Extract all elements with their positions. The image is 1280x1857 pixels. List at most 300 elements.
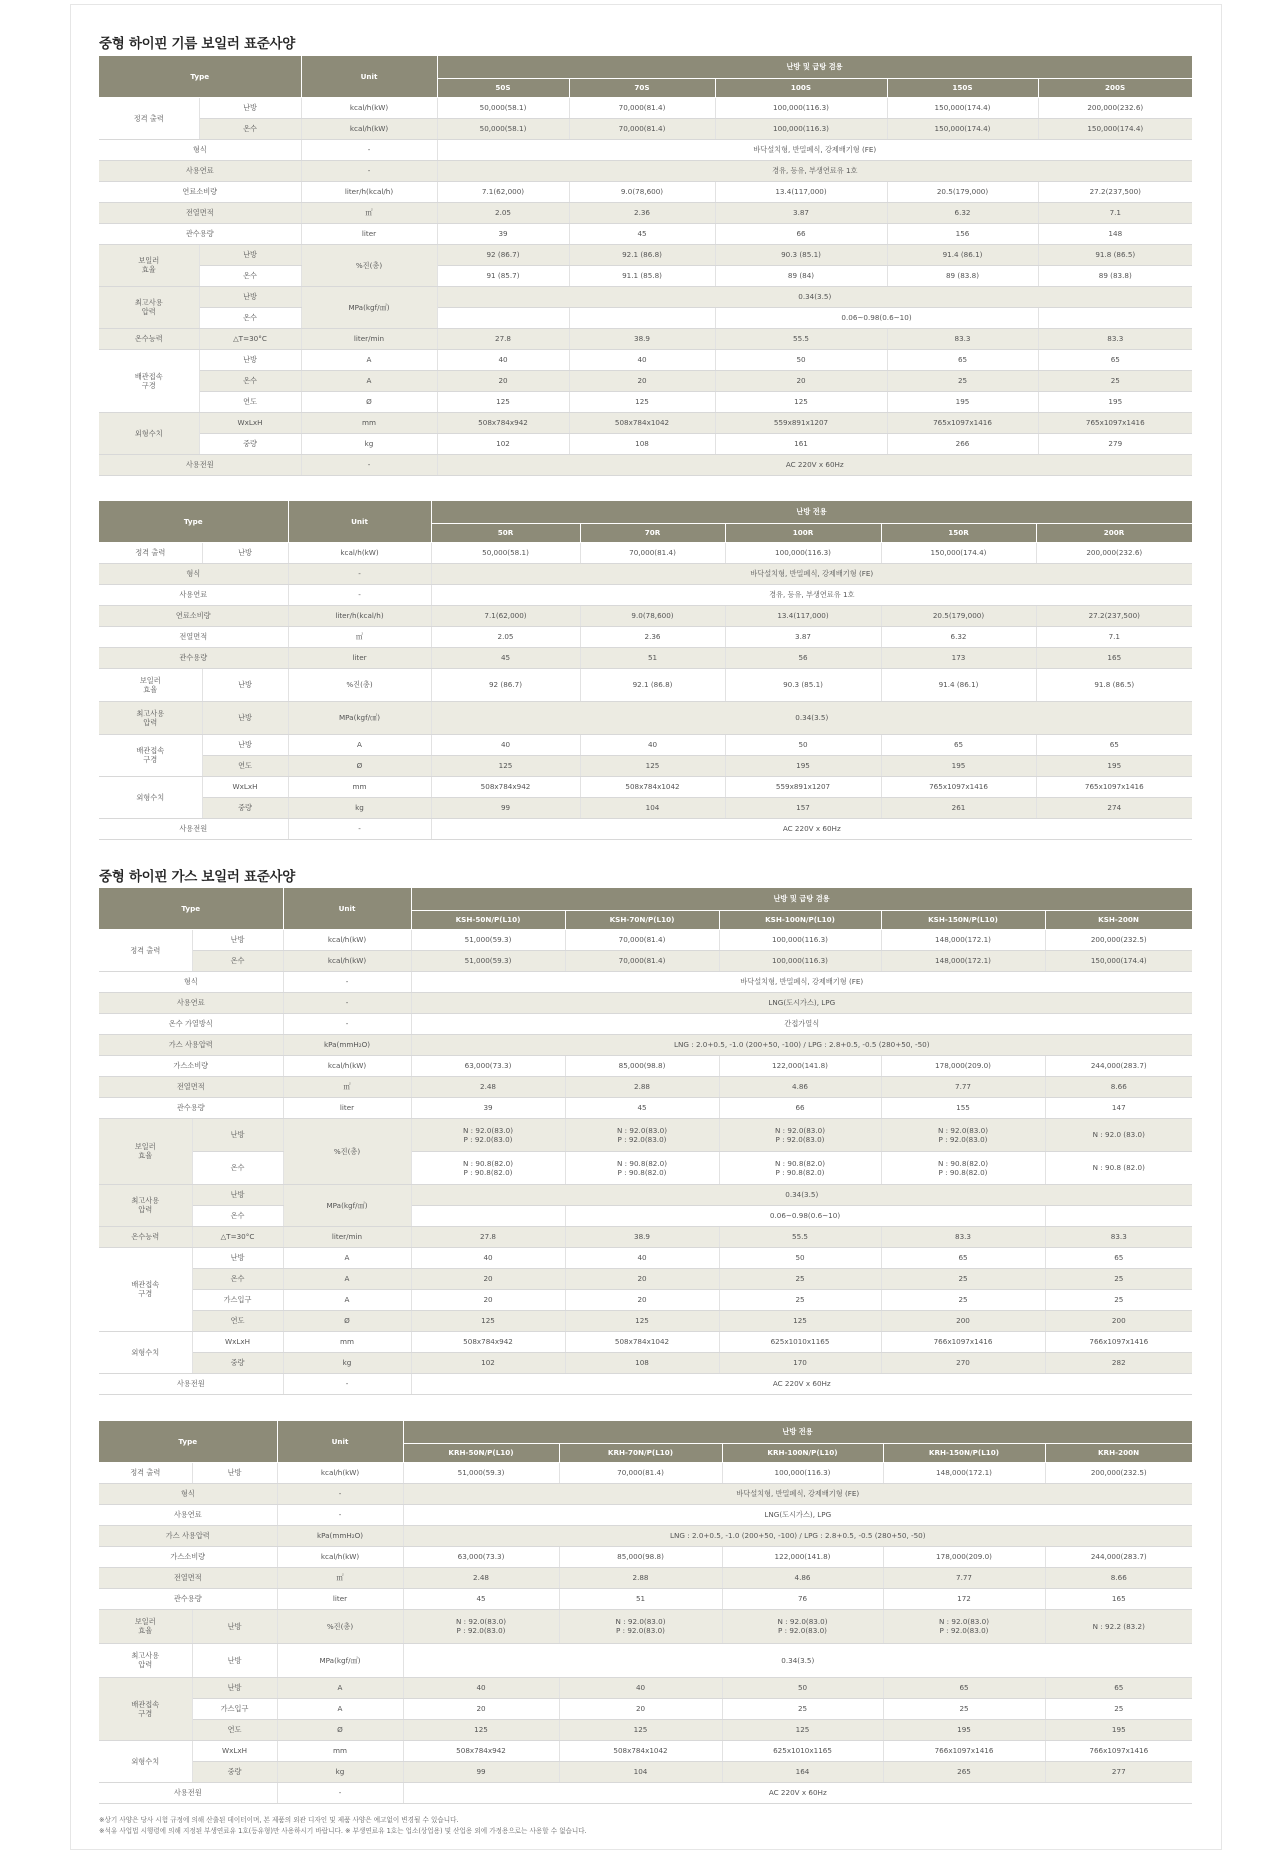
- value-cell: 0.06~0.98(0.6~10): [715, 307, 1038, 328]
- cell-line: 최고사용: [134, 298, 163, 307]
- row-sublabel: 난방: [192, 1643, 277, 1677]
- value-cell: 200: [881, 1310, 1045, 1331]
- value-cell: 65: [883, 1677, 1045, 1698]
- unit-cell: ㎡: [288, 626, 431, 647]
- unit-cell: MPa(kgf/㎠): [301, 286, 437, 328]
- cell-line: 구경: [143, 755, 158, 764]
- value-cell: 25: [1045, 1289, 1192, 1310]
- value-cell: 766x1097x1416: [1045, 1331, 1192, 1352]
- value-cell: 508x784x1042: [559, 1740, 722, 1761]
- row-sublabel: △T=30°C: [199, 328, 301, 349]
- value-cell: [883, 1609, 1045, 1643]
- value-cell: 20: [411, 1268, 565, 1289]
- cell-line: N : 92.0(83.0): [617, 1125, 667, 1135]
- value-cell: 65: [881, 734, 1036, 755]
- value-cell: 89 (83.8): [1038, 265, 1192, 286]
- value-cell: 85,000(98.8): [559, 1546, 722, 1567]
- unit-header: Unit: [277, 1421, 403, 1462]
- row-sublabel: 중량: [199, 433, 301, 454]
- value-cell: 104: [580, 797, 725, 818]
- value-cell: 85,000(98.8): [565, 1055, 719, 1076]
- value-cell: 7.77: [881, 1076, 1045, 1097]
- value-cell: 65: [1045, 1677, 1192, 1698]
- unit-cell: mm: [288, 776, 431, 797]
- cell-line: P : 90.8(82.0): [775, 1167, 825, 1177]
- unit-header: Unit: [288, 501, 431, 542]
- value-cell: 150,000(174.4): [881, 542, 1036, 563]
- value-cell: 99: [403, 1761, 559, 1782]
- row-label: 사용연료: [99, 1504, 277, 1525]
- unit-cell: A: [283, 1289, 411, 1310]
- cell-line: 배관접속: [134, 371, 163, 381]
- oil-section-title: 중형 하이핀 기름 보일러 표준사양: [99, 36, 295, 52]
- cell-line: 배관접속: [131, 1280, 160, 1289]
- value-cell: [411, 1151, 565, 1184]
- model-header: 100R: [725, 523, 881, 542]
- model-header: 50R: [431, 523, 580, 542]
- value-cell: 20: [565, 1268, 719, 1289]
- unit-cell: ㎡: [283, 1076, 411, 1097]
- row-sublabel: WxLxH: [192, 1740, 277, 1761]
- value-cell: 경유, 등유, 부생연료유 1호: [437, 160, 1192, 181]
- cell-line: P : 92.0(83.0): [463, 1134, 513, 1144]
- value-cell: 148,000(172.1): [883, 1462, 1045, 1483]
- value-cell: 157: [725, 797, 881, 818]
- value-cell: 91.8 (86.5): [1036, 668, 1192, 701]
- model-header: KRH-70N/P(L10): [559, 1443, 722, 1462]
- unit-cell: kcal/h(kW): [283, 929, 411, 950]
- value-cell: 25: [881, 1268, 1045, 1289]
- cell-line: P : 90.8(82.0): [463, 1167, 513, 1177]
- unit-cell: mm: [301, 412, 437, 433]
- value-cell: 경유, 등유, 부생연료유 1호: [431, 584, 1192, 605]
- value-cell: 2.05: [437, 202, 569, 223]
- model-header: KSH-70N/P(L10): [565, 910, 719, 929]
- value-cell: 200,000(232.6): [1038, 97, 1192, 118]
- value-cell: 125: [437, 391, 569, 412]
- value-cell: 766x1097x1416: [1045, 1740, 1192, 1761]
- value-cell: [565, 1118, 719, 1151]
- cell-line: 효율: [141, 265, 156, 274]
- value-cell: N : 92.0 (83.0): [1045, 1118, 1192, 1151]
- row-sublabel: 난방: [192, 1462, 277, 1483]
- row-sublabel: 난방: [199, 97, 301, 118]
- value-cell: 63,000(73.3): [411, 1055, 565, 1076]
- value-cell: 45: [569, 223, 715, 244]
- row-label: 관수용량: [99, 647, 288, 668]
- gas-combo-spec-table: [99, 888, 1193, 1395]
- value-cell: 150,000(174.4): [1045, 950, 1192, 971]
- cell-line: 구경: [138, 1708, 153, 1718]
- row-sublabel: 중량: [202, 797, 288, 818]
- row-sublabel: 난방: [192, 1118, 283, 1151]
- value-cell: LNG(도시가스), LPG: [403, 1504, 1192, 1525]
- value-cell: 170: [719, 1352, 881, 1373]
- value-cell: 161: [715, 433, 887, 454]
- value-cell: 0.34(3.5): [437, 286, 1192, 307]
- value-cell: 559x891x1207: [715, 412, 887, 433]
- value-cell: 274: [1036, 797, 1192, 818]
- row-sublabel: 난방: [202, 542, 288, 563]
- value-cell: 2.05: [431, 626, 580, 647]
- value-cell: 195: [887, 391, 1038, 412]
- row-label: 관수용량: [99, 223, 301, 244]
- row-sublabel: 온수: [199, 265, 301, 286]
- row-label: 사용전원: [99, 1782, 277, 1803]
- value-cell: 277: [1045, 1761, 1192, 1782]
- unit-cell: -: [301, 139, 437, 160]
- unit-cell: kg: [288, 797, 431, 818]
- row-label: 정격 출력: [99, 929, 192, 971]
- cell-line: N : 92.0(83.0): [775, 1125, 825, 1135]
- value-cell: 20: [565, 1289, 719, 1310]
- value-cell: [719, 1151, 881, 1184]
- value-cell: 150,000(174.4): [1038, 118, 1192, 139]
- value-cell: [569, 307, 715, 328]
- value-cell: 25: [883, 1698, 1045, 1719]
- value-cell: 8.66: [1045, 1567, 1192, 1588]
- model-header: 200S: [1038, 78, 1192, 97]
- row-sublabel: 난방: [202, 701, 288, 734]
- value-cell: 765x1097x1416: [887, 412, 1038, 433]
- value-cell: 172: [883, 1588, 1045, 1609]
- row-label: [99, 1247, 192, 1331]
- value-cell: 0.06~0.98(0.6~10): [565, 1205, 1045, 1226]
- unit-cell: %진(총): [301, 244, 437, 286]
- cell-line: 보일러: [139, 675, 161, 685]
- usage-header: 난방 전용: [431, 501, 1192, 523]
- value-cell: 50,000(58.1): [431, 542, 580, 563]
- value-cell: 7.1: [1036, 626, 1192, 647]
- value-cell: 91.4 (86.1): [887, 244, 1038, 265]
- value-cell: 40: [411, 1247, 565, 1268]
- row-label: 연료소비량: [99, 605, 288, 626]
- value-cell: 56: [725, 647, 881, 668]
- value-cell: 7.1(62,000): [437, 181, 569, 202]
- cell-line: P : 92.0(83.0): [456, 1626, 506, 1635]
- cell-line: 압력: [141, 307, 156, 316]
- value-cell: 20: [559, 1698, 722, 1719]
- value-cell: 92 (86.7): [437, 244, 569, 265]
- value-cell: 200: [1045, 1310, 1192, 1331]
- row-label: [99, 1643, 192, 1677]
- unit-header: Unit: [283, 888, 411, 929]
- row-label: 사용전원: [99, 818, 288, 839]
- row-sublabel: WxLxH: [202, 776, 288, 797]
- row-label: 관수용량: [99, 1097, 283, 1118]
- row-label: 형식: [99, 563, 288, 584]
- unit-cell: %진(총): [288, 668, 431, 701]
- row-label: [99, 701, 202, 734]
- value-cell: 104: [559, 1761, 722, 1782]
- cell-line: P : 90.8(82.0): [938, 1167, 988, 1177]
- value-cell: 150,000(174.4): [887, 97, 1038, 118]
- row-label: 형식: [99, 1483, 277, 1504]
- cell-line: 압력: [138, 1660, 153, 1669]
- gas-heating-spec-table: [99, 1421, 1193, 1804]
- unit-cell: MPa(kgf/㎠): [277, 1643, 403, 1677]
- value-cell: [881, 1118, 1045, 1151]
- row-sublabel: 난방: [199, 349, 301, 370]
- unit-cell: liter/h(kcal/h): [301, 181, 437, 202]
- value-cell: 3.87: [715, 202, 887, 223]
- unit-cell: %진(총): [277, 1609, 403, 1643]
- value-cell: 92 (86.7): [431, 668, 580, 701]
- value-cell: 40: [437, 349, 569, 370]
- cell-line: N : 90.8(82.0): [775, 1158, 825, 1168]
- cell-line: P : 92.0(83.0): [778, 1626, 827, 1635]
- value-cell: 25: [1045, 1698, 1192, 1719]
- value-cell: 282: [1045, 1352, 1192, 1373]
- value-cell: 91.8 (86.5): [1038, 244, 1192, 265]
- value-cell: 38.9: [569, 328, 715, 349]
- unit-cell: Ø: [277, 1719, 403, 1740]
- value-cell: 70,000(81.4): [580, 542, 725, 563]
- unit-cell: kPa(mmH₂O): [283, 1034, 411, 1055]
- row-label: [99, 1677, 192, 1740]
- cell-line: N : 92.0(83.0): [463, 1125, 513, 1135]
- value-cell: 766x1097x1416: [881, 1331, 1045, 1352]
- value-cell: 25: [722, 1698, 883, 1719]
- value-cell: 244,000(283.7): [1045, 1055, 1192, 1076]
- value-cell: 261: [881, 797, 1036, 818]
- row-sublabel: 온수: [192, 1151, 283, 1184]
- unit-cell: %진(총): [283, 1118, 411, 1184]
- value-cell: 125: [569, 391, 715, 412]
- unit-cell: A: [301, 349, 437, 370]
- cell-line: 보일러: [134, 1617, 156, 1626]
- footnotes: [99, 1815, 587, 1837]
- unit-cell: liter: [283, 1097, 411, 1118]
- value-cell: 125: [715, 391, 887, 412]
- row-sublabel: 난방: [202, 734, 288, 755]
- unit-cell: -: [301, 454, 437, 475]
- value-cell: 20: [715, 370, 887, 391]
- row-sublabel: 온수: [199, 307, 301, 328]
- value-cell: 83.3: [881, 1226, 1045, 1247]
- unit-cell: kcal/h(kW): [288, 542, 431, 563]
- row-sublabel: 중량: [192, 1352, 283, 1373]
- value-cell: 200,000(232.6): [1036, 542, 1192, 563]
- value-cell: [1045, 1205, 1192, 1226]
- row-label: 외형수치: [99, 1331, 192, 1373]
- row-label: 전열면적: [99, 1567, 277, 1588]
- value-cell: 70,000(81.4): [569, 118, 715, 139]
- cell-line: N : 92.0(83.0): [456, 1617, 506, 1626]
- cell-line: 보일러: [134, 1142, 156, 1151]
- row-sublabel: 난방: [202, 668, 288, 701]
- value-cell: 40: [569, 349, 715, 370]
- value-cell: 508x784x1042: [565, 1331, 719, 1352]
- value-cell: 39: [437, 223, 569, 244]
- value-cell: 625x1010x1165: [719, 1331, 881, 1352]
- row-label: 관수용량: [99, 1588, 277, 1609]
- value-cell: 6.32: [881, 626, 1036, 647]
- value-cell: 0.34(3.5): [431, 701, 1192, 734]
- value-cell: [1038, 307, 1192, 328]
- row-sublabel: 연도: [202, 755, 288, 776]
- value-cell: [437, 307, 569, 328]
- row-label: [99, 244, 199, 286]
- row-label: [99, 1118, 192, 1184]
- value-cell: 270: [881, 1352, 1045, 1373]
- value-cell: 90.3 (85.1): [725, 668, 881, 701]
- value-cell: 92.1 (86.8): [580, 668, 725, 701]
- value-cell: 265: [883, 1761, 1045, 1782]
- value-cell: 45: [431, 647, 580, 668]
- usage-header: 난방 전용: [403, 1421, 1192, 1443]
- type-header: Type: [99, 888, 283, 929]
- value-cell: 바닥설치형, 반밀폐식, 강제배기형 (FE): [411, 971, 1192, 992]
- value-cell: 51: [580, 647, 725, 668]
- unit-cell: mm: [277, 1740, 403, 1761]
- value-cell: 91.4 (86.1): [881, 668, 1036, 701]
- row-label: 사용연료: [99, 584, 288, 605]
- value-cell: 27.2(237,500): [1038, 181, 1192, 202]
- row-label: 온수능력: [99, 328, 199, 349]
- value-cell: 4.86: [719, 1076, 881, 1097]
- value-cell: 2.88: [559, 1567, 722, 1588]
- row-sublabel: 온수: [199, 370, 301, 391]
- value-cell: 83.3: [1038, 328, 1192, 349]
- unit-cell: kcal/h(kW): [283, 950, 411, 971]
- row-label: 사용전원: [99, 1373, 283, 1394]
- value-cell: 100,000(116.3): [725, 542, 881, 563]
- value-cell: 40: [565, 1247, 719, 1268]
- row-label: 정격 출력: [99, 97, 199, 139]
- row-label: [99, 734, 202, 776]
- unit-cell: kg: [283, 1352, 411, 1373]
- value-cell: 508x784x942: [411, 1331, 565, 1352]
- row-sublabel: 온수: [192, 1268, 283, 1289]
- value-cell: 51,000(59.3): [403, 1462, 559, 1483]
- row-label: 가스소비량: [99, 1055, 283, 1076]
- row-sublabel: 난방: [192, 1609, 277, 1643]
- unit-cell: liter/min: [301, 328, 437, 349]
- value-cell: 200,000(232.5): [1045, 929, 1192, 950]
- value-cell: [722, 1609, 883, 1643]
- cell-line: N : 90.8(82.0): [938, 1158, 988, 1168]
- value-cell: 바닥설치형, 반밀폐식, 강제배기형 (FE): [403, 1483, 1192, 1504]
- value-cell: 2.36: [580, 626, 725, 647]
- gas-section-title: 중형 하이핀 가스 보일러 표준사양: [99, 869, 295, 885]
- model-header: KSH-200N: [1045, 910, 1192, 929]
- row-sublabel: 연도: [192, 1719, 277, 1740]
- cell-line: P : 92.0(83.0): [938, 1134, 988, 1144]
- value-cell: 66: [719, 1097, 881, 1118]
- unit-cell: kcal/h(kW): [301, 118, 437, 139]
- value-cell: 2.88: [565, 1076, 719, 1097]
- unit-cell: liter/min: [283, 1226, 411, 1247]
- unit-cell: A: [277, 1677, 403, 1698]
- value-cell: 4.86: [722, 1567, 883, 1588]
- unit-cell: kg: [277, 1761, 403, 1782]
- model-header: KRH-100N/P(L10): [722, 1443, 883, 1462]
- unit-cell: ㎡: [277, 1567, 403, 1588]
- model-header: KSH-100N/P(L10): [719, 910, 881, 929]
- row-sublabel: 가스입구: [192, 1698, 277, 1719]
- value-cell: 50,000(58.1): [437, 118, 569, 139]
- value-cell: 40: [403, 1677, 559, 1698]
- value-cell: 70,000(81.4): [559, 1462, 722, 1483]
- value-cell: 102: [437, 433, 569, 454]
- value-cell: 20.5(179,000): [881, 605, 1036, 626]
- value-cell: 50: [719, 1247, 881, 1268]
- value-cell: 195: [725, 755, 881, 776]
- value-cell: AC 220V x 60Hz: [437, 454, 1192, 475]
- cell-line: 압력: [143, 717, 158, 727]
- row-label: [99, 349, 199, 412]
- row-sublabel: 난방: [192, 1184, 283, 1205]
- value-cell: 178,000(209.0): [881, 1055, 1045, 1076]
- value-cell: 165: [1045, 1588, 1192, 1609]
- row-sublabel: 난방: [199, 244, 301, 265]
- row-sublabel: 온수: [192, 1205, 283, 1226]
- unit-cell: Ø: [283, 1310, 411, 1331]
- value-cell: 바닥설치형, 반밀폐식, 강제배기형 (FE): [431, 563, 1192, 584]
- value-cell: 50: [715, 349, 887, 370]
- cell-line: P : 92.0(83.0): [617, 1134, 667, 1144]
- value-cell: 122,000(141.8): [719, 1055, 881, 1076]
- value-cell: 9.0(78,600): [569, 181, 715, 202]
- value-cell: 279: [1038, 433, 1192, 454]
- value-cell: 50: [722, 1677, 883, 1698]
- value-cell: 65: [1038, 349, 1192, 370]
- row-label: 온수능력: [99, 1226, 192, 1247]
- value-cell: 20: [403, 1698, 559, 1719]
- value-cell: 100,000(116.3): [719, 950, 881, 971]
- unit-cell: -: [288, 563, 431, 584]
- value-cell: 25: [887, 370, 1038, 391]
- value-cell: 25: [1045, 1268, 1192, 1289]
- value-cell: 266: [887, 433, 1038, 454]
- value-cell: 40: [559, 1677, 722, 1698]
- oil-combo-spec-table: [99, 56, 1193, 476]
- row-label: 가스소비량: [99, 1546, 277, 1567]
- oil-heating-spec-table: [99, 501, 1193, 840]
- value-cell: 20: [411, 1289, 565, 1310]
- value-cell: 20.5(179,000): [887, 181, 1038, 202]
- row-sublabel: 난방: [192, 929, 283, 950]
- value-cell: 50,000(58.1): [437, 97, 569, 118]
- row-label: 연료소비량: [99, 181, 301, 202]
- value-cell: 100,000(116.3): [722, 1462, 883, 1483]
- value-cell: N : 90.8 (82.0): [1045, 1151, 1192, 1184]
- row-sublabel: 연도: [192, 1310, 283, 1331]
- value-cell: 51: [559, 1588, 722, 1609]
- value-cell: 6.32: [887, 202, 1038, 223]
- unit-cell: -: [277, 1782, 403, 1803]
- model-header: KRH-200N: [1045, 1443, 1192, 1462]
- value-cell: [719, 1118, 881, 1151]
- row-sublabel: 난방: [192, 1677, 277, 1698]
- value-cell: 89 (84): [715, 265, 887, 286]
- value-cell: 0.34(3.5): [411, 1184, 1192, 1205]
- row-label: 외형수치: [99, 1740, 192, 1782]
- model-header: 70R: [580, 523, 725, 542]
- unit-cell: A: [277, 1698, 403, 1719]
- value-cell: 65: [1036, 734, 1192, 755]
- unit-cell: Ø: [301, 391, 437, 412]
- value-cell: LNG : 2.0+0.5, -1.0 (200+50, -100) / LPG : 2.8+0.5, -0.5 (280+50, -50): [403, 1525, 1192, 1546]
- row-label: 전열면적: [99, 202, 301, 223]
- value-cell: 40: [580, 734, 725, 755]
- unit-cell: kcal/h(kW): [283, 1055, 411, 1076]
- row-sublabel: WxLxH: [192, 1331, 283, 1352]
- value-cell: 195: [883, 1719, 1045, 1740]
- unit-cell: ㎡: [301, 202, 437, 223]
- cell-line: 효율: [138, 1151, 153, 1160]
